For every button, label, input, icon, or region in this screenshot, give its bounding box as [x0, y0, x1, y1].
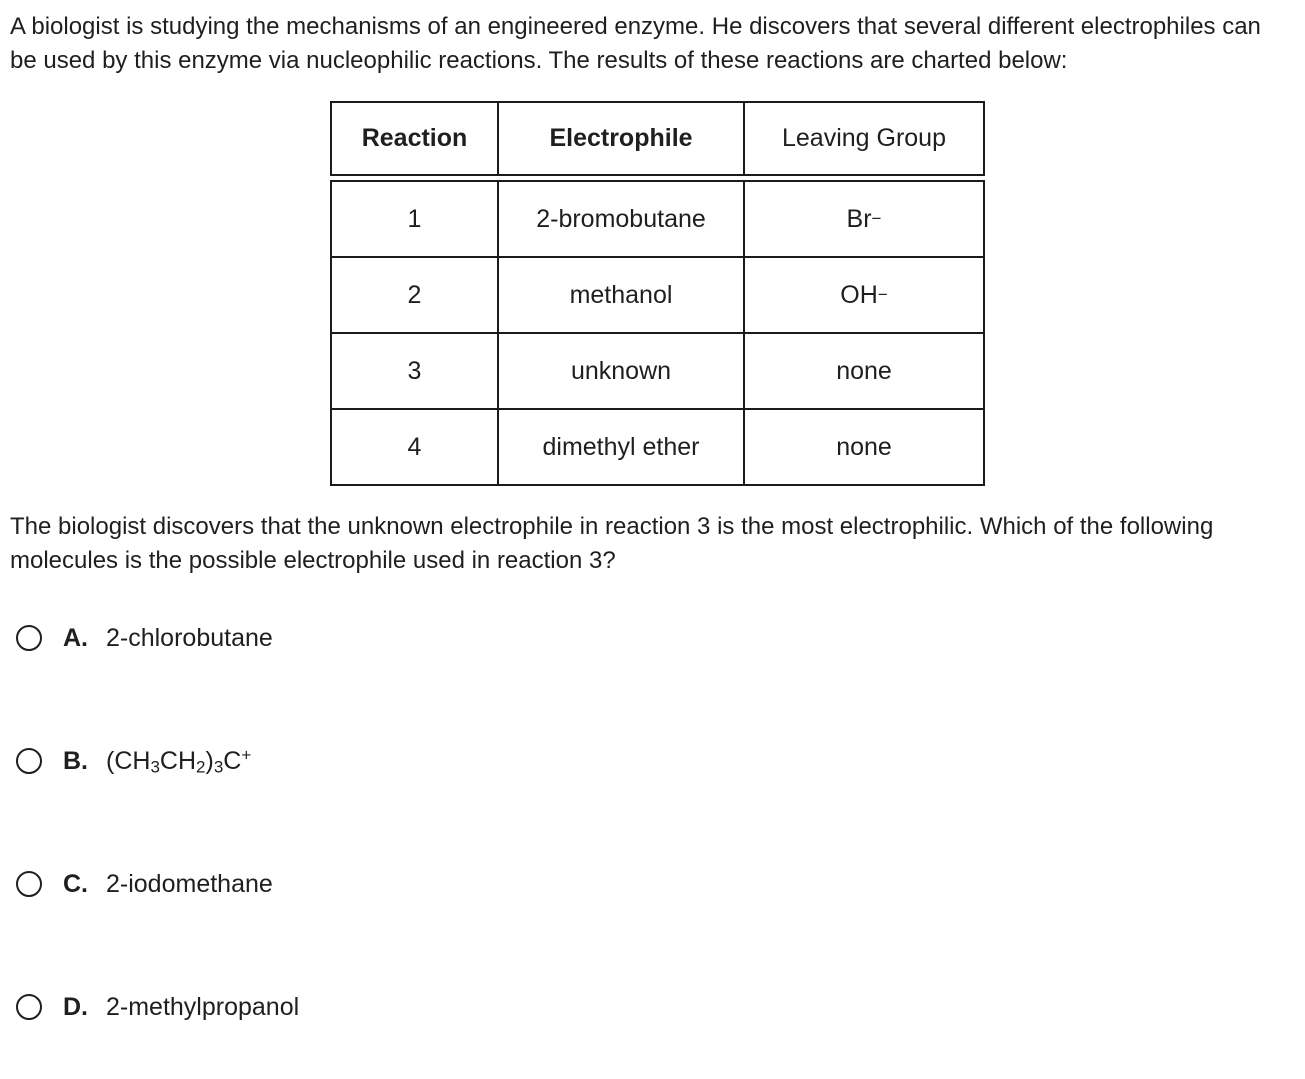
intro-text: A biologist is studying the mechanisms of an engineered enzyme. He discovers that several different electrophiles can be used by this enzyme via nucleophilic reactions. The results of these reactions are charted below: — [10, 13, 1261, 74]
option-d-text: 2-methylpropanol — [106, 992, 300, 1021]
table-row — [332, 332, 983, 408]
reaction-cell: 1 — [407, 204, 422, 233]
option-a-letter: A. — [63, 623, 88, 652]
question-text: The biologist discovers that the unknown electrophile in reaction 3 is the most electrophilic. Which of the following molecules is the possible electrophile used in reaction 3? — [10, 513, 1214, 574]
table-row — [332, 408, 983, 484]
option-d-radio[interactable] — [16, 994, 42, 1020]
leaving-group-cell: none — [743, 410, 983, 484]
option-b-text: $(CH_3CH_2)_3C^+$ — [106, 745, 252, 777]
reaction-table — [330, 101, 985, 486]
option-c-radio[interactable] — [16, 871, 42, 897]
answer-options — [0, 623, 1305, 1022]
leaving-group-cell: Br − — [743, 182, 983, 256]
option-d-letter: D. — [63, 992, 88, 1021]
table-row — [332, 256, 983, 332]
table-body — [330, 180, 985, 486]
electrophile-cell: dimethyl ether — [497, 410, 743, 484]
option-b-letter: B. — [63, 746, 88, 775]
header-electrophile: Electrophile — [497, 103, 743, 174]
option-b-radio[interactable] — [16, 748, 42, 774]
leaving-group-cell: OH − — [743, 258, 983, 332]
leaving-group-cell: none — [743, 334, 983, 408]
electrophile-cell: methanol — [497, 258, 743, 332]
electrophile-cell: 2-bromobutane — [497, 182, 743, 256]
option-b[interactable] — [0, 746, 1305, 776]
reaction-cell: 2 — [407, 280, 422, 309]
option-a-radio[interactable] — [16, 625, 42, 651]
table-header-row — [330, 101, 985, 176]
option-c[interactable] — [0, 869, 1305, 899]
reaction-cell: 3 — [407, 356, 422, 385]
option-d[interactable] — [0, 992, 1305, 1022]
table-row — [332, 182, 983, 256]
option-a[interactable] — [0, 623, 1305, 653]
option-a-text: 2-chlorobutane — [106, 623, 273, 652]
reaction-cell: 4 — [407, 432, 422, 461]
option-c-letter: C. — [63, 869, 88, 898]
electrophile-cell: unknown — [497, 334, 743, 408]
header-leaving-group: Leaving Group — [743, 103, 983, 174]
option-c-text: 2-iodomethane — [106, 869, 273, 898]
header-reaction: Reaction — [361, 124, 468, 152]
